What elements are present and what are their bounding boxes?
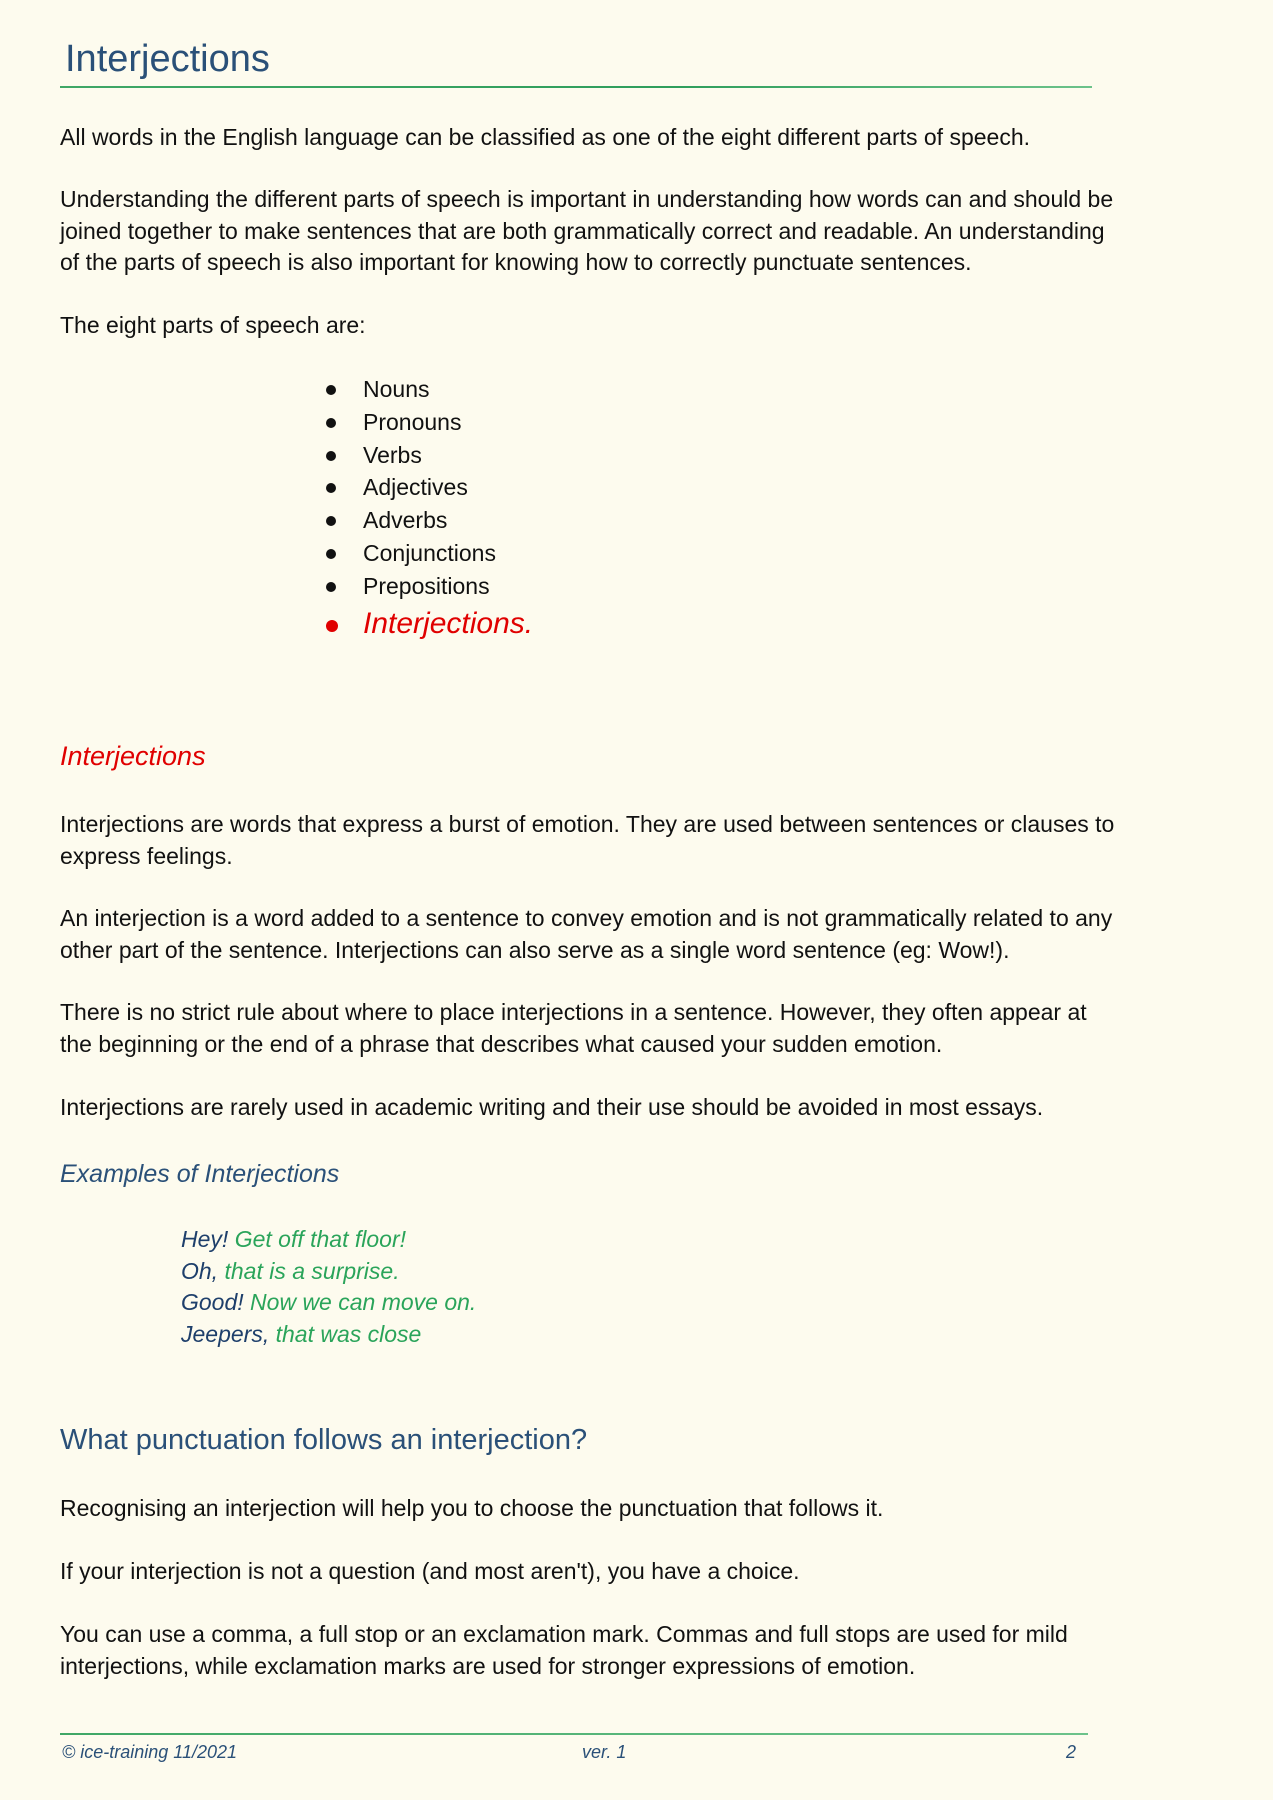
example-line: Jeepers, that was close (181, 1320, 422, 1347)
list-item: Pronouns (322, 406, 533, 439)
intro-p2-line3: of the parts of speech is also important for knowing how to correctly punctuate sentences. (60, 249, 972, 275)
footer-copyright: © ice-training 11/2021 (62, 1742, 238, 1762)
interjections-paragraph-3: There is no strict rule about where to place interjections in a sentence. However, they often appear at the beginning or the end of a phrase that describes what caused your sudden emotion. (60, 999, 1087, 1057)
intro-paragraph-1: All words in the English language can be classified as one of the eight different parts of speech. (60, 124, 1031, 150)
list-item: Conjunctions (322, 537, 533, 570)
list-item: Adjectives (322, 471, 533, 504)
bullet-icon (326, 385, 336, 395)
example-line: Oh, that is a surprise. (181, 1257, 400, 1284)
intro-p2-line1: Understanding the different parts of speech is important in understanding how words can and should be (60, 186, 1114, 212)
interjections-paragraph-1: Interjections are words that express a burst of emotion. They are used between sentences or clauses to express feelings. (60, 811, 1115, 869)
examples-list (181, 1224, 476, 1350)
bullet-icon (326, 549, 336, 559)
interjections-paragraph-4: Interjections are rarely used in academic writing and their use should be avoided in most essays. (60, 1094, 1044, 1120)
intro-p2-line2: joined together to make sentences that are both grammatically correct and readable. An understanding (60, 217, 1105, 244)
intro-paragraph-3: The eight parts of speech are: (60, 312, 366, 338)
page-title: Interjections (65, 38, 270, 80)
list-item: Nouns (322, 373, 533, 406)
punctuation-paragraph-1: Recognising an interjection will help you to choose the punctuation that follows it. (60, 1495, 884, 1521)
footer-rule (60, 1733, 1088, 1735)
parts-of-speech-list (322, 373, 533, 645)
example-line: Good! Now we can move on. (181, 1289, 477, 1315)
bullet-icon (326, 582, 336, 592)
bullet-icon (326, 418, 336, 428)
bullet-icon (326, 516, 336, 526)
example-line: Hey! Get off that floor! (181, 1226, 406, 1252)
page-number: 2 (1066, 1742, 1077, 1762)
bullet-icon (326, 483, 336, 493)
list-item: Verbs (322, 439, 533, 472)
list-item-highlighted: Interjections. (322, 603, 533, 645)
bullet-icon (326, 620, 338, 632)
list-item: Adverbs (322, 504, 533, 537)
list-item: Prepositions (322, 570, 533, 603)
punctuation-heading: What punctuation follows an interjection? (60, 1424, 588, 1456)
title-underline (60, 86, 1092, 88)
examples-heading: Examples of Interjections (60, 1160, 340, 1188)
bullet-icon (326, 451, 336, 461)
punctuation-paragraph-2: If your interjection is not a question (and most aren't), you have a choice. (60, 1558, 800, 1584)
intro-paragraph-2 (60, 184, 1170, 279)
section-heading-interjections: Interjections (60, 741, 206, 771)
footer-version: ver. 1 (582, 1742, 627, 1762)
interjections-paragraph-2: An interjection is a word added to a sentence to convey emotion and is not grammatically related to any other part of the sentence. Interjections can also serve as a single word sentence (eg: Wow!). (60, 905, 1113, 963)
punctuation-paragraph-3: You can use a comma, a full stop or an exclamation mark. Commas and full stops are used for mild interjections, while exclamation marks are used for stronger expressions of emotion. (60, 1621, 1068, 1679)
